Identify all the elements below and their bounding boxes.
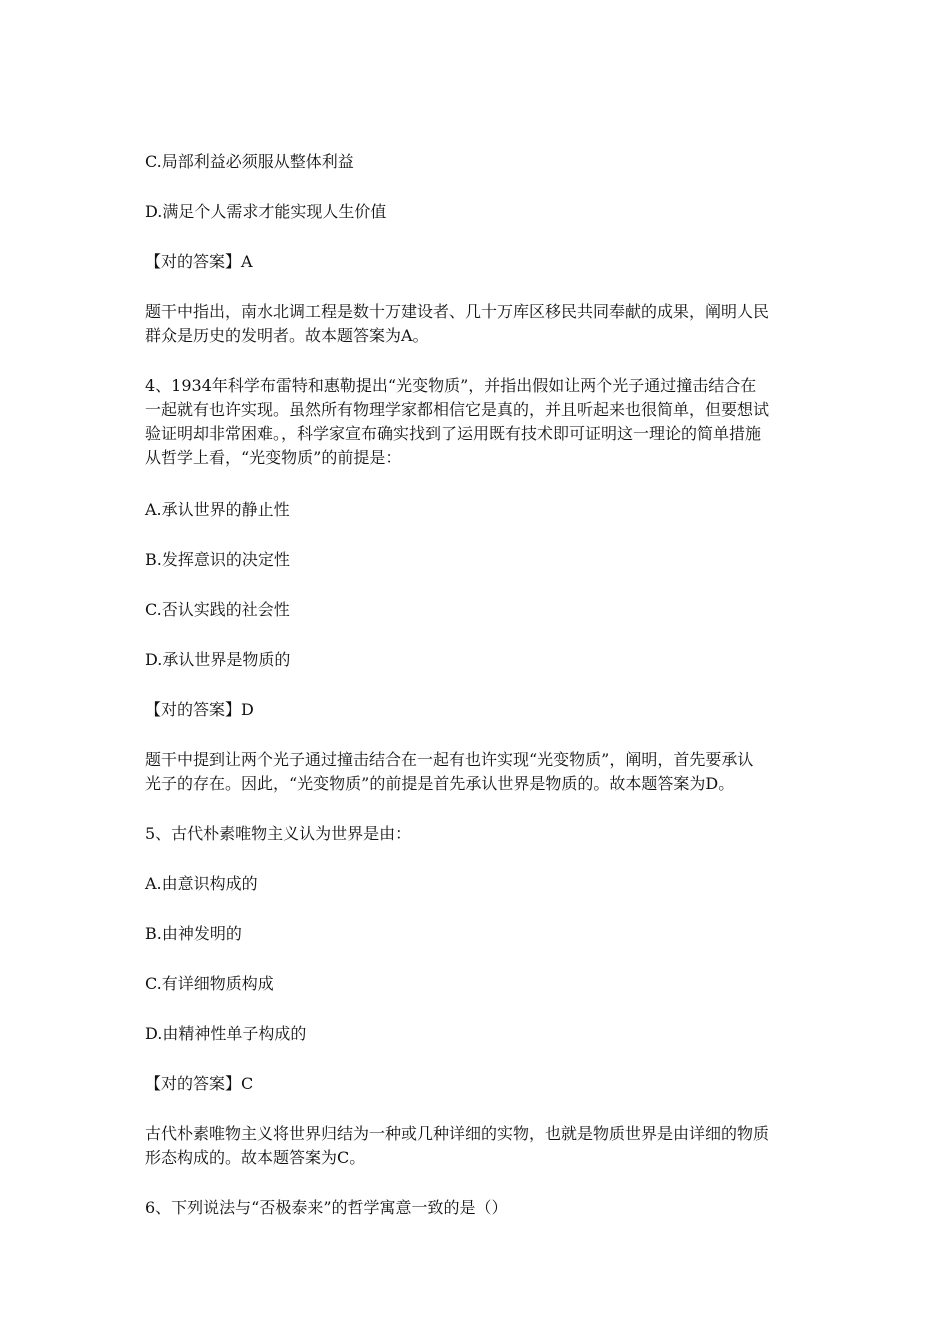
q3-option-d: D.满足个人需求才能实现人生价值	[145, 202, 387, 221]
q4-question	[145, 374, 810, 470]
q4-answer: 【对的答案】D	[145, 700, 254, 719]
q5-question: 5、古代朴素唯物主义认为世界是由：	[145, 824, 412, 843]
q3-option-c: C.局部利益必须服从整体利益	[145, 152, 354, 171]
q4-explanation	[145, 748, 810, 796]
q5-answer: 【对的答案】C	[145, 1074, 254, 1093]
q5-option-d: D.由精神性单子构成的	[145, 1024, 307, 1043]
q4-question-line: 4、1934年科学布雷特和惠勒提出“光变物质”，并指出假如让两个光子通过撞击结合在	[145, 376, 757, 395]
q5-explanation	[145, 1122, 810, 1170]
q5-option-c: C.有详细物质构成	[145, 974, 274, 993]
q4-option-c: C.否认实践的社会性	[145, 600, 290, 619]
q4-question-line: 一起就有也许实现。虽然所有物理学家都相信它是真的，并且听起来也很简单，但要想试	[145, 400, 770, 419]
q5-option-b: B.由神发明的	[145, 924, 242, 943]
q6-question: 6、下列说法与“否极泰来”的哲学寓意一致的是（）	[145, 1198, 508, 1217]
q4-question-line: 验证明却非常困难。，科学家宣布确实找到了运用既有技术即可证明这一理论的简单措施	[145, 424, 762, 443]
q4-explanation-line: 光子的存在。因此，“光变物质”的前提是首先承认世界是物质的。故本题答案为D。	[145, 774, 735, 793]
q3-explanation-line: 题干中指出，南水北调工程是数十万建设者、几十万库区移民共同奉献的成果，阐明人民	[145, 302, 770, 321]
q5-option-a: A.由意识构成的	[145, 874, 258, 893]
q3-answer: 【对的答案】A	[145, 252, 253, 271]
q4-explanation-line: 题干中提到让两个光子通过撞击结合在一起有也许实现“光变物质”，阐明，首先要承认	[145, 750, 754, 769]
q3-explanation-line: 群众是历史的发明者。故本题答案为A。	[145, 326, 429, 345]
q4-option-d: D.承认世界是物质的	[145, 650, 291, 669]
q4-option-a: A.承认世界的静止性	[145, 500, 290, 519]
q3-explanation	[145, 300, 810, 348]
q4-question-line: 从哲学上看，“光变物质”的前提是：	[145, 448, 402, 467]
q4-option-b: B.发挥意识的决定性	[145, 550, 290, 569]
q5-explanation-line: 古代朴素唯物主义将世界归结为一种或几种详细的实物，也就是物质世界是由详细的物质	[145, 1124, 770, 1143]
q5-explanation-line: 形态构成的。故本题答案为C。	[145, 1148, 366, 1167]
